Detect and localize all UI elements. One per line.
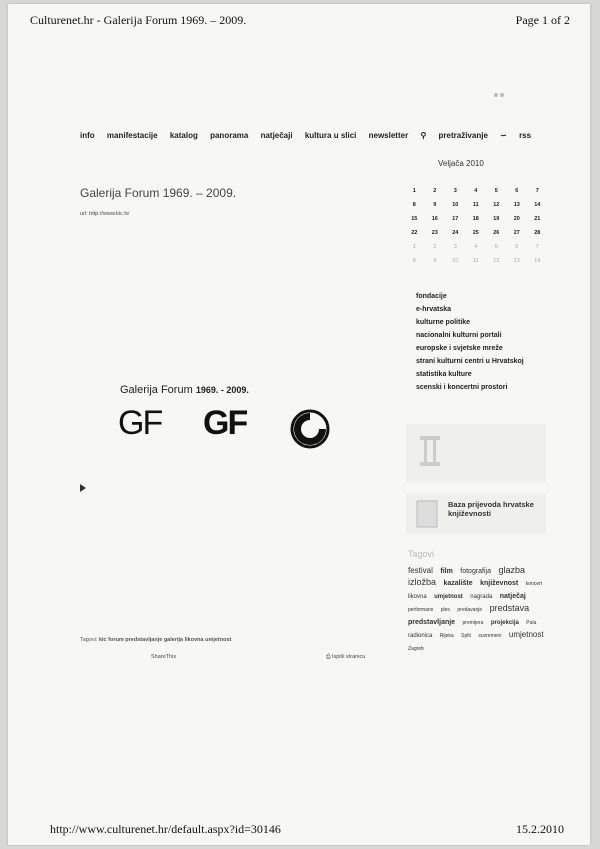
tag-cloud-item[interactable]: radionica [408,633,433,639]
printed-page [8,4,590,845]
calendar-day[interactable]: 13 [513,202,520,208]
calendar-day[interactable]: 15 [411,216,418,222]
calendar-week [404,254,548,268]
calendar-day[interactable]: 18 [472,216,479,222]
calendar-week [404,226,548,240]
gf-logo-sans: GF [203,404,247,442]
calendar-day[interactable]: 10 [452,202,459,208]
tag-cloud-item[interactable]: predstavljanje [408,619,456,626]
tags-label: Tagovi: [80,637,98,643]
printer-icon: ⎙ [326,654,331,660]
print-footer-date: 15.2.2010 [516,822,564,836]
tag-cloud-item[interactable]: Rijeka [439,633,454,639]
site-footer-links [80,729,81,734]
calendar-day[interactable]: 23 [431,230,438,236]
article-paragraph-2 [80,287,380,307]
article-url-row [80,210,129,218]
calendar-day[interactable]: 11 [472,202,479,208]
nav-item-natjecaji[interactable]: natječaji [260,131,293,140]
calendar-day[interactable]: 4 [474,244,478,250]
calendar-day[interactable]: 14 [534,202,541,208]
calendar-day[interactable]: 17 [452,216,459,222]
nav-item-panorama[interactable]: panorama [210,131,249,140]
tag-cloud-item[interactable]: Split [461,633,471,639]
calendar-day[interactable]: 10 [452,258,459,264]
calendar-day[interactable]: 7 [535,244,539,250]
calendar-day[interactable]: 24 [452,230,459,236]
tag-link[interactable]: galerija [163,637,184,643]
nav-item-kultura-u-slici[interactable]: kultura u slici [304,131,357,140]
gf-logo-serif: GF [118,404,162,442]
footer-right-links [412,730,413,735]
calendar-week [404,184,548,198]
sidebar-link[interactable]: europske i svjetske mreže [416,345,503,352]
calendar-day[interactable]: 7 [535,188,539,194]
calendar-day[interactable]: 5 [494,244,498,250]
tag-link[interactable]: forum [108,637,124,643]
sidebar-link[interactable]: statistika kulture [416,371,472,378]
calendar-day[interactable]: 3 [453,188,457,194]
tag-cloud-item[interactable]: koncert [525,581,543,587]
gallery-logo-title [120,384,249,396]
print-label: Ispiši stranicu [331,654,366,660]
tag-cloud [408,564,548,654]
nav-item-rss[interactable]: rss [519,131,532,140]
tag-link[interactable]: predstavljanje [125,637,163,643]
sidebar-link[interactable]: kulturne politike [416,319,471,326]
calendar-day[interactable]: 2 [433,244,437,250]
nav-item-pretrazivanje[interactable]: pretraživanje [438,131,488,140]
article-url-link[interactable]: http://www.kic.hr [89,211,130,217]
nav-item-manifestacije[interactable]: manifestacije [106,131,158,140]
calendar-day[interactable]: 21 [534,216,541,222]
tag-cloud-item[interactable]: performans [408,607,434,613]
calendar-day[interactable]: 25 [472,230,479,236]
gf-round-logo-icon [290,409,330,449]
print-footer-url: http://www.culturenet.hr/default.aspx?id=30146 [50,822,281,836]
tag-cloud-item[interactable]: umjetnost [434,594,463,600]
calendar-day[interactable]: 4 [474,188,478,194]
calendar-title: Veljača 2010 [438,159,484,168]
article-quote [80,536,380,620]
logo-text: Galerija Forum [120,384,193,396]
article-paragraph-1 [80,240,380,280]
search-icon[interactable]: ⚲ [420,131,427,140]
tag-cloud-item[interactable]: suvremeni [478,633,502,639]
calendar-day[interactable]: 26 [493,230,500,236]
article-meta [80,210,129,218]
article-title: Galerija Forum 1969. – 2009. [80,186,237,200]
tag-cloud-item[interactable]: predstava [489,603,530,613]
tag-link[interactable]: kic [98,637,107,643]
calendar-day[interactable]: 20 [513,216,520,222]
tag-cloud-item[interactable]: književnost [480,580,519,587]
calendar-day[interactable]: 5 [494,188,498,194]
calendar-day[interactable]: 1 [412,188,416,194]
tag-cloud-item[interactable]: predavanje [457,607,483,613]
tag-cloud-item[interactable]: nagrada [470,594,493,600]
calendar-day[interactable]: 27 [513,230,520,236]
tag-cloud-item[interactable]: fotografija [460,568,492,575]
logo-years: 1969. - 2009. [195,385,249,395]
promo-banner-translations[interactable] [406,494,546,534]
tag-cloud-item[interactable]: projekcija [490,620,519,626]
nav-item-info[interactable]: info [80,131,95,140]
tag-cloud-item[interactable]: Zagreb [408,646,424,652]
calendar-day[interactable]: 6 [515,244,519,250]
print-button[interactable] [326,654,365,661]
calendar [404,184,548,268]
sidebar-link[interactable]: fondacije [416,293,447,300]
sidebar-link[interactable]: scenski i koncertni prostori [416,384,508,391]
nav-item-newsletter[interactable]: newsletter [368,131,409,140]
article-tags [80,637,231,643]
calendar-day[interactable]: 16 [431,216,438,222]
calendar-day[interactable]: 11 [472,258,479,264]
language-dots-icon[interactable] [493,92,505,100]
tag-cloud-item[interactable]: izložba [408,577,437,587]
calendar-day[interactable]: 12 [493,258,500,264]
calendar-day[interactable]: 2 [433,188,437,194]
tag-cloud-item[interactable]: umjetnost [508,630,544,639]
main-nav [80,131,541,140]
article-paragraph-4 [80,484,380,528]
tag-cloud-item[interactable]: natječaj [499,593,526,600]
calendar-day[interactable]: 9 [433,258,437,264]
calendar-week [404,198,548,212]
print-header-page: Page 1 of 2 [515,13,570,27]
calendar-day[interactable]: 13 [513,258,520,264]
sidebar-link[interactable]: e-hrvatska [416,306,452,313]
calendar-day[interactable]: 9 [433,202,437,208]
calendar-day[interactable]: 8 [412,258,416,264]
calendar-day[interactable]: 22 [411,230,418,236]
book-icon [412,499,442,529]
tag-cloud-item[interactable]: premijera [462,620,484,626]
calendar-day[interactable]: 14 [534,258,541,264]
top-right-links[interactable] [454,74,544,108]
tag-cloud-item[interactable]: festival [408,566,433,575]
calendar-day[interactable]: 12 [493,202,500,208]
tag-cloud-item[interactable]: film [440,568,453,575]
tag-cloud-item[interactable]: Pula [526,620,537,626]
tag-cloud-item[interactable]: kazalište [443,580,473,587]
promo-translations-text: Baza prijevoda hrvatske književnosti [448,500,534,518]
nav-item-katalog[interactable]: katalog [169,131,198,140]
share-button[interactable]: ShareThis [151,654,177,660]
tag-link[interactable]: likovna umjetnost [184,637,232,643]
calendar-week [404,212,548,226]
sidebar-link[interactable]: nacionalni kulturni portali [416,332,502,339]
tag-cloud-title: Tagovi [408,549,435,559]
tag-cloud-item[interactable]: likovna [408,594,427,600]
calendar-day[interactable]: 1 [412,244,416,250]
article-paragraph-3 [80,314,380,360]
calendar-day[interactable]: 19 [493,216,500,222]
calendar-day[interactable]: 8 [412,202,416,208]
tag-cloud-item[interactable]: glazba [498,565,525,575]
sidebar-link[interactable]: strani kulturni centri u Hrvatskoj [416,358,524,365]
tag-cloud-item[interactable]: ples [440,607,450,613]
column-pillar-icon [410,432,450,472]
article-url-label: url: [80,211,88,217]
rss-icon[interactable]: ∽ [500,131,507,140]
promo-banner-eu[interactable] [406,424,546,482]
calendar-day[interactable]: 28 [534,230,541,236]
print-header-title: Culturenet.hr - Galerija Forum 1969. – 2009. [30,13,247,27]
calendar-day[interactable]: 6 [515,188,519,194]
calendar-day[interactable]: 3 [453,244,457,250]
sidebar-links [416,292,526,396]
calendar-week [404,240,548,254]
